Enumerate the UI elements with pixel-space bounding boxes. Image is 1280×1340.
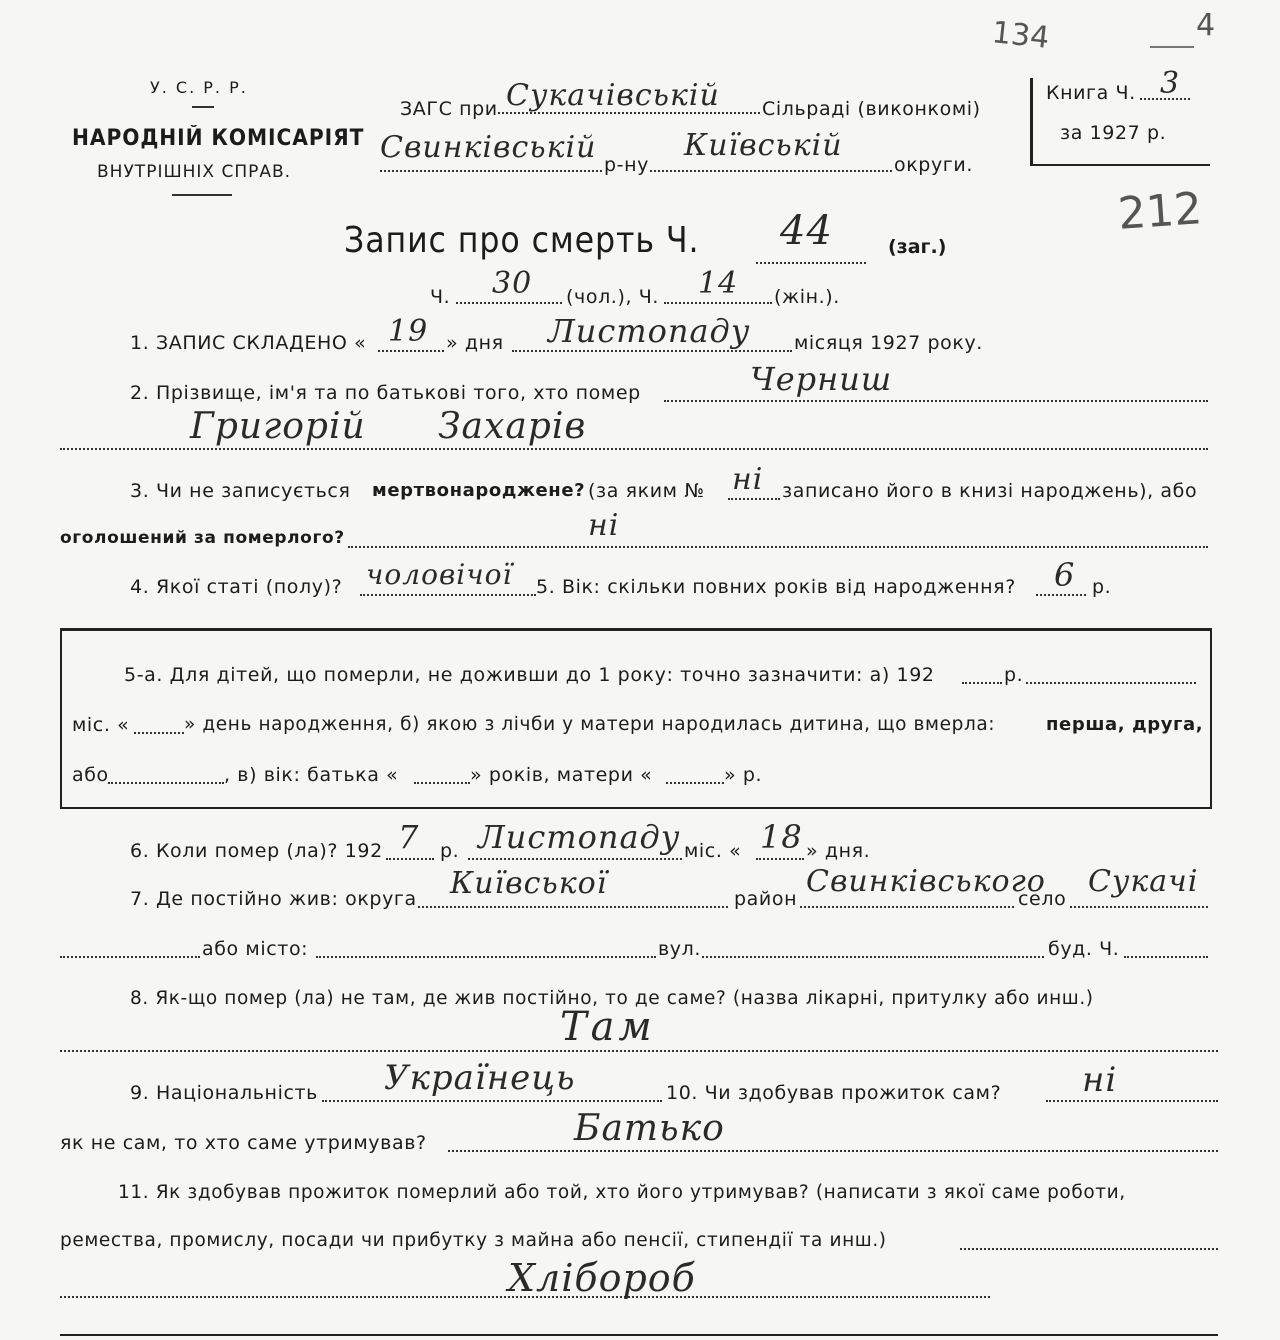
q8-label: 8. Як-що помер (ла) не там, де жив постійно, то де саме? (назва лікарні, притулку або инш.) xyxy=(130,988,1094,1009)
q6-month-dots xyxy=(468,858,682,860)
zag-label: (заг.) xyxy=(888,236,947,258)
q7-selo-dots xyxy=(1070,906,1208,908)
q6-r: р. xyxy=(440,840,460,862)
q11-dots-1 xyxy=(960,1248,1218,1250)
q7-selo: село xyxy=(1018,888,1067,910)
bottom-rule xyxy=(60,1334,1218,1336)
q4-dots xyxy=(360,594,536,596)
q9-value: Українець xyxy=(384,1058,576,1098)
pencil-dash xyxy=(1150,46,1194,48)
zags-pri-label: ЗАГС при xyxy=(400,98,498,120)
silradi-label: Сільраді (виконкомі) xyxy=(762,98,981,120)
q6-year-dots xyxy=(386,858,434,860)
q3-dots xyxy=(728,498,780,500)
q1-day-dots xyxy=(378,350,444,352)
okruhy-label: округи. xyxy=(894,154,973,176)
q10-dots xyxy=(1046,1100,1218,1102)
q9-label: 9. Національність xyxy=(130,1082,318,1104)
q10-label: 10. Чи здобував прожиток сам? xyxy=(666,1082,1002,1104)
book-value: 3 xyxy=(1160,66,1181,101)
q10-ne-sam-dots xyxy=(448,1150,1218,1152)
q11-value: Хлібороб xyxy=(508,1256,696,1300)
zags-value: Сукачівській xyxy=(506,78,720,113)
book-year: за 1927 р. xyxy=(1060,122,1167,144)
q6-year-digit: 7 xyxy=(398,818,420,856)
q1-label: 1. ЗАПИС СКЛАДЕНО « xyxy=(130,332,367,354)
q1-mid: » дня xyxy=(446,332,504,354)
q5a-line1: 5-а. Для дітей, що померли, не доживши до 1 року: точно зазначити: а) 192 xyxy=(124,664,935,686)
q5a-mis-dots xyxy=(134,732,184,734)
q7-selo-value: Сукачі xyxy=(1088,864,1199,899)
q5a-year-dots xyxy=(962,682,1002,684)
q6-month: Листопаду xyxy=(478,818,681,856)
q5a-abo-dots xyxy=(108,782,224,784)
okruha-value: Київській xyxy=(684,128,843,163)
q3-end: записано його в книзі народжень), або xyxy=(782,480,1198,502)
zhin-label: (жін.). xyxy=(774,286,840,308)
q5a-line1-tail-dots xyxy=(1026,682,1196,684)
q7-abo-misto: або місто: xyxy=(202,938,309,960)
q7-vul-dots xyxy=(702,956,1044,958)
q3-declared: оголошений за померлого? xyxy=(60,528,345,548)
zhin-dots xyxy=(664,302,772,304)
q4-label: 4. Якої статі (полу)? xyxy=(130,576,343,598)
title-number-dots xyxy=(756,262,866,264)
q2-names: Григорій Захарів xyxy=(190,406,587,447)
okruha-dots xyxy=(650,170,892,172)
q1-month: Листопаду xyxy=(548,312,751,350)
q5a-line3: , в) вік: батька « xyxy=(224,764,399,786)
q7-vul: вул. xyxy=(658,938,702,960)
female-count: 14 xyxy=(698,266,739,301)
q1-day: 19 xyxy=(388,314,429,349)
ch-label: Ч. xyxy=(430,286,451,308)
q7-okruha-dots xyxy=(418,906,728,908)
q1-end: місяця 1927 року. xyxy=(794,332,983,354)
q5a-first-second: перша, друга, xyxy=(1046,714,1204,735)
q3-mid: (за яким № xyxy=(588,480,705,502)
q10-ne-sam-value: Батько xyxy=(574,1108,725,1149)
q3-declared-value: ні xyxy=(588,508,620,543)
chol-label: (чол.), Ч. xyxy=(566,286,660,308)
q11-line2: ремества, промислу, посади чи прибутку з майна або пенсії, стипендії та инш.) xyxy=(60,1230,887,1251)
q3-value: ні xyxy=(732,462,764,497)
q2-surname: Черниш xyxy=(750,360,893,398)
q8-dots xyxy=(60,1050,1218,1052)
raion-dots xyxy=(380,170,602,172)
q2-dots-1 xyxy=(664,400,1208,402)
record-title: Запис про смерть Ч. xyxy=(344,220,700,261)
q7-line2-dots-1 xyxy=(60,956,200,958)
q5a-mis: міс. « xyxy=(72,714,130,736)
pencil-number-4: 4 xyxy=(1196,8,1216,43)
record-number: 44 xyxy=(780,208,833,254)
q4-value: чоловічої xyxy=(366,558,513,591)
q10-value: ні xyxy=(1082,1060,1118,1100)
q5-r: р. xyxy=(1092,576,1112,598)
q5a-line2: » день народження, б) якою з лічби у матери народилась дитина, що вмерла: xyxy=(184,714,996,735)
q7-bud: буд. Ч. xyxy=(1048,938,1120,960)
book-label: Книга Ч. xyxy=(1046,82,1136,104)
raion-value: Свинківській xyxy=(380,130,597,165)
book-box-left xyxy=(1030,78,1033,164)
q5a-father-dots xyxy=(414,782,470,784)
q5a-line1-end: р. xyxy=(1004,664,1024,686)
q8-value: Там xyxy=(560,1004,656,1050)
q3-declared-dots xyxy=(348,546,1208,548)
q1-month-dots xyxy=(512,350,792,352)
q11-line1: 11. Як здобував прожиток померлий або той, хто його утримував? (написати з якої саме роботи, xyxy=(118,1182,1126,1203)
q5a-line3b: » років, матери « xyxy=(470,764,653,786)
q7-misto-dots xyxy=(316,956,656,958)
book-box-bottom xyxy=(1030,164,1210,166)
ussr-label: У. С. Р. Р. xyxy=(150,78,248,97)
q5-age: 6 xyxy=(1054,556,1076,594)
q5-dots xyxy=(1036,594,1086,596)
q7-label: 7. Де постійно жив: округа xyxy=(130,888,417,910)
q6-mis: міс. « xyxy=(684,840,742,862)
internal-affairs-label: ВНУТРІШНІХ СПРАВ. xyxy=(97,162,292,182)
q6-end: » дня. xyxy=(806,840,871,862)
q6-label: 6. Коли помер (ла)? 192 xyxy=(130,840,383,862)
header-rule-2 xyxy=(172,194,232,196)
q6-day: 18 xyxy=(760,818,803,856)
q5-label: 5. Вік: скільки повних років від народження? xyxy=(536,576,1016,598)
q5a-mother-dots xyxy=(666,782,724,784)
q3-label: 3. Чи не записується xyxy=(130,480,351,502)
q6-day-dots xyxy=(756,858,804,860)
q7-okruha: Київської xyxy=(450,866,608,901)
pencil-number-212: 212 xyxy=(1116,183,1204,240)
q9-dots xyxy=(322,1100,662,1102)
pencil-number-134: 134 xyxy=(990,15,1051,56)
q7-raion-value: Свинківського xyxy=(806,864,1046,899)
q7-raion: район xyxy=(734,888,798,910)
q7-raion-dots xyxy=(800,906,1014,908)
q7-bud-dots xyxy=(1124,956,1208,958)
q2-label: 2. Прізвище, ім'я та по батькові того, хто помер xyxy=(130,382,641,404)
q10-ne-sam-label: як не сам, то хто саме утримував? xyxy=(60,1132,427,1154)
q3-stillborn: мертвонароджене? xyxy=(372,480,586,501)
header-rule-1 xyxy=(192,106,214,108)
male-count: 30 xyxy=(492,266,533,301)
r-nu-label: р-ну xyxy=(604,154,649,176)
commissariat-title: НАРОДНІЙ КОМІСАРІЯТ xyxy=(72,126,365,151)
chol-dots xyxy=(456,302,562,304)
q5a-abo: або xyxy=(72,764,109,786)
q5a-line3c: » р. xyxy=(724,764,763,786)
q2-dots-2 xyxy=(60,448,1208,450)
